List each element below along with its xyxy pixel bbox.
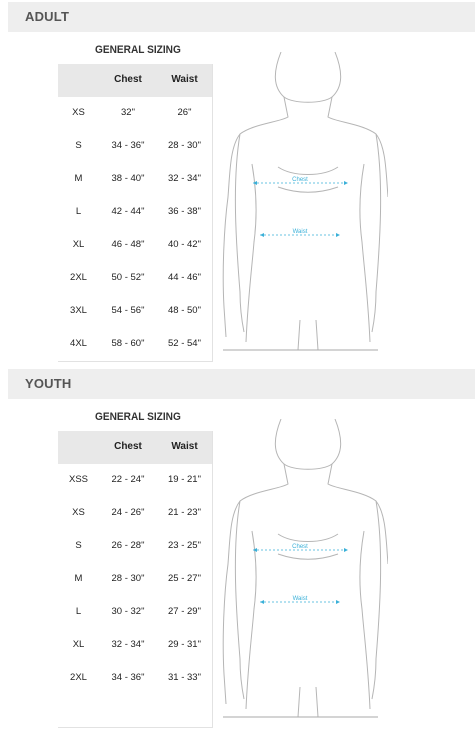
table-row: [58, 262, 212, 295]
youth-diagram-waist-label: Waist: [292, 596, 308, 602]
chest-cell: 32": [121, 107, 135, 118]
adult-size-table: [58, 64, 213, 362]
size-cell: S: [75, 140, 82, 151]
youth-table-body: [58, 464, 212, 695]
waist-cell: 28 - 30": [168, 140, 201, 151]
waist-cell: 27 - 29": [168, 606, 201, 617]
chest-cell: 46 - 48": [111, 239, 145, 250]
size-cell: 4XL: [70, 338, 87, 349]
waist-cell: 52 - 54": [168, 338, 201, 349]
waist-cell: 36 - 38": [168, 206, 201, 217]
table-row: [58, 596, 212, 629]
size-cell: M: [74, 573, 83, 584]
waist-cell: 26": [177, 107, 192, 118]
youth-diagram-chest-label: Chest: [292, 544, 308, 550]
table-row: [58, 530, 212, 563]
size-cell: S: [75, 540, 82, 551]
adult-table-body: [58, 97, 212, 361]
table-row: [58, 97, 212, 130]
chest-cell: 34 - 36": [111, 672, 145, 683]
adult-heading: ADULT: [25, 9, 70, 24]
youth-size-table: [58, 431, 213, 728]
waist-cell: 25 - 27": [168, 573, 201, 584]
size-cell: L: [75, 606, 82, 617]
waist-cell: 32 - 34": [168, 173, 201, 184]
adult-body-diagram: [218, 52, 388, 358]
chest-cell: 22 - 24": [111, 474, 145, 485]
size-cell: M: [74, 173, 83, 184]
youth-col-waist: Waist: [171, 441, 198, 452]
size-cell: XS: [72, 107, 85, 118]
adult-col-chest: Chest: [114, 74, 142, 85]
chest-cell: 28 - 30": [111, 573, 145, 584]
youth-section-header: [8, 369, 475, 399]
size-cell: XSS: [68, 474, 88, 485]
size-cell: XL: [72, 239, 85, 250]
waist-cell: 29 - 31": [168, 639, 201, 650]
adult-measure-lines: [253, 177, 348, 237]
youth-table-header: [58, 431, 212, 464]
adult-col-waist: Waist: [171, 74, 198, 85]
waist-cell: 19 - 21": [168, 474, 201, 485]
chest-cell: 42 - 44": [111, 206, 145, 217]
chest-cell: 38 - 40": [111, 173, 145, 184]
adult-diagram-chest-label: Chest: [292, 177, 308, 183]
youth-body-diagram: [218, 419, 388, 725]
youth-heading: YOUTH: [25, 376, 72, 391]
table-row: [58, 295, 212, 328]
size-cell: XS: [72, 507, 85, 518]
chest-cell: 54 - 56": [111, 305, 145, 316]
waist-cell: 21 - 23": [168, 507, 201, 518]
table-row: [58, 328, 212, 361]
size-cell: 2XL: [70, 272, 87, 283]
table-row: [58, 130, 212, 163]
chest-cell: 50 - 52": [111, 272, 145, 283]
table-row: [58, 662, 212, 695]
chest-cell: 32 - 34": [111, 639, 145, 650]
chest-cell: 24 - 26": [111, 507, 145, 518]
chest-cell: 26 - 28": [111, 540, 145, 551]
table-row: [58, 497, 212, 530]
chest-cell: 34 - 36": [111, 140, 145, 151]
table-row: [58, 196, 212, 229]
table-row: [58, 563, 212, 596]
table-row: [58, 629, 212, 662]
waist-cell: 40 - 42": [168, 239, 201, 250]
table-row: [58, 163, 212, 196]
adult-table-title: GENERAL SIZING: [95, 44, 181, 56]
size-cell: 3XL: [70, 305, 87, 316]
size-cell: XL: [72, 639, 85, 650]
size-cell: 2XL: [70, 672, 87, 683]
chest-cell: 58 - 60": [111, 338, 145, 349]
waist-cell: 23 - 25": [168, 540, 201, 551]
size-cell: L: [75, 206, 82, 217]
waist-cell: 31 - 33": [168, 672, 201, 683]
table-row: [58, 229, 212, 262]
table-row: [58, 464, 212, 497]
waist-cell: 48 - 50": [168, 305, 201, 316]
adult-table-header: [58, 64, 212, 97]
waist-cell: 44 - 46": [168, 272, 201, 283]
youth-table-title: GENERAL SIZING: [95, 411, 181, 423]
youth-col-chest: Chest: [114, 441, 142, 452]
adult-section-header: [8, 2, 475, 32]
chest-cell: 30 - 32": [111, 606, 145, 617]
adult-diagram-waist-label: Waist: [292, 229, 308, 235]
youth-measure-lines: [253, 544, 348, 604]
